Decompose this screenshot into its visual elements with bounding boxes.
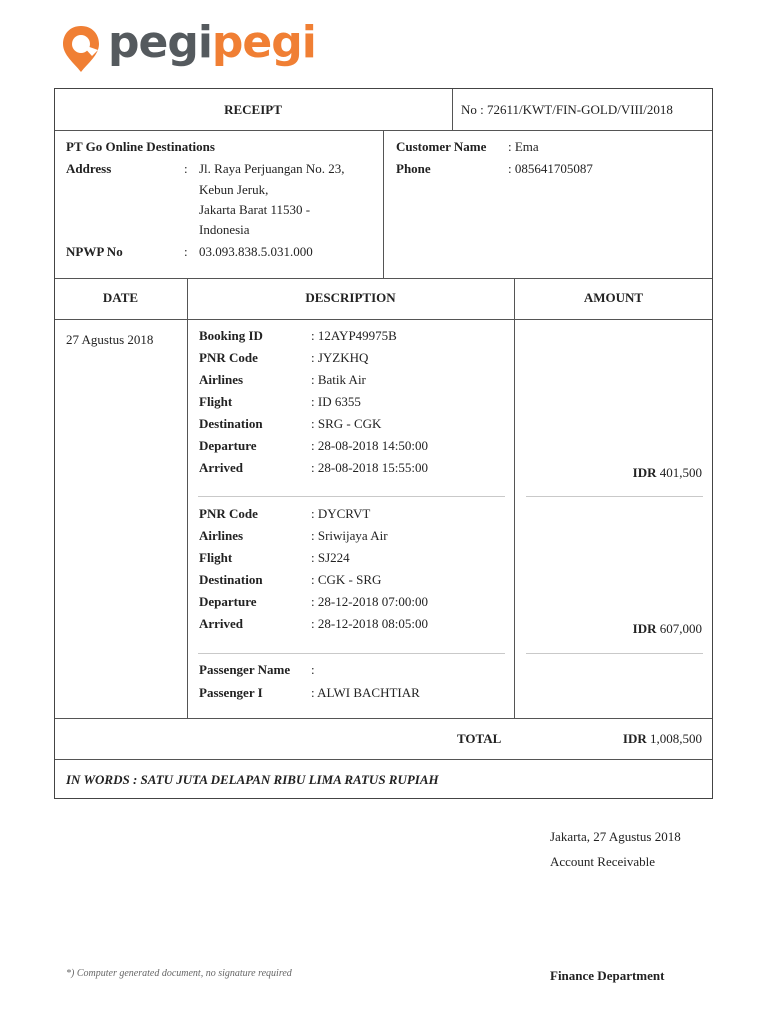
detail-label: Destination <box>199 572 263 587</box>
npwp-sep: : <box>184 244 188 259</box>
company-name: PT Go Online Destinations <box>66 139 215 154</box>
brand-part1: pegi <box>108 17 212 68</box>
divider <box>55 319 712 320</box>
detail-label: Flight <box>199 394 233 409</box>
detail-label: Airlines <box>199 528 244 543</box>
amount-in-words: IN WORDS : SATU JUTA DELAPAN RIBU LIMA RATUS RUPIAH <box>66 772 439 787</box>
currency: IDR <box>632 621 657 636</box>
department: Finance Department <box>550 968 665 983</box>
currency: IDR <box>632 465 657 480</box>
divider <box>55 759 712 760</box>
separator <box>198 496 505 497</box>
transaction-date: 27 Agustus 2018 <box>66 332 154 347</box>
divider <box>514 278 515 718</box>
separator <box>198 653 505 654</box>
pegipegi-logo <box>62 17 322 74</box>
divider <box>383 130 384 278</box>
address-line: Jl. Raya Perjuangan No. 23, <box>199 161 345 176</box>
detail-value: : 12AYP49975B <box>311 328 397 343</box>
address-line: Kebun Jeruk, <box>199 182 269 197</box>
npwp-label: NPWP No <box>66 244 123 259</box>
address-line: Jakarta Barat 11530 - <box>199 202 311 217</box>
customer-name: : Ema <box>508 139 539 154</box>
separator <box>526 496 703 497</box>
column-header-description: DESCRIPTION <box>305 290 396 305</box>
place-date: Jakarta, 27 Agustus 2018 <box>550 829 681 844</box>
customer-name-label: Customer Name <box>396 139 487 154</box>
disclaimer-note: *) Computer generated document, no signature required <box>66 968 292 979</box>
npwp-value: 03.093.838.5.031.000 <box>199 244 313 259</box>
flight2-amount <box>633 621 702 637</box>
detail-value: : SRG - CGK <box>311 416 382 431</box>
detail-value: : 28-12-2018 07:00:00 <box>311 594 428 609</box>
detail-value: : 28-08-2018 14:50:00 <box>311 438 428 453</box>
currency: IDR <box>622 731 647 746</box>
detail-label: Booking ID <box>199 328 263 343</box>
total-amount <box>623 731 702 747</box>
detail-value: : Sriwijaya Air <box>311 528 388 543</box>
passenger-label: Passenger I <box>199 685 263 700</box>
detail-value: : DYCRVT <box>311 506 371 521</box>
detail-value: : CGK - SRG <box>311 572 382 587</box>
brand-name <box>108 18 316 68</box>
column-header-date: DATE <box>102 290 139 305</box>
address-label: Address <box>66 161 112 176</box>
detail-label: Departure <box>199 438 257 453</box>
amount-value: 401,500 <box>659 465 702 480</box>
separator <box>526 653 703 654</box>
receipt-number: No : 72611/KWT/FIN-GOLD/VIII/2018 <box>461 102 673 117</box>
divider <box>55 718 712 719</box>
divider <box>187 278 188 718</box>
detail-label: Departure <box>199 594 257 609</box>
address-line: Indonesia <box>199 222 250 237</box>
passenger-label: Passenger Name <box>199 662 291 677</box>
detail-label: PNR Code <box>199 506 258 521</box>
flight1-amount <box>633 465 702 481</box>
amount-value: 1,008,500 <box>650 731 702 746</box>
customer-phone-label: Phone <box>396 161 431 176</box>
location-pin-icon <box>62 24 106 74</box>
detail-value: : JYZKHQ <box>311 350 369 365</box>
passenger-value: : ALWI BACHTIAR <box>311 685 420 700</box>
amount-value: 607,000 <box>659 621 702 636</box>
address-sep: : <box>184 161 188 176</box>
detail-label: Airlines <box>199 372 244 387</box>
detail-label: Destination <box>199 416 263 431</box>
detail-value: : ID 6355 <box>311 394 361 409</box>
signatory-role: Account Receivable <box>550 854 656 869</box>
passenger-value: : <box>311 662 315 677</box>
customer-phone: : 085641705087 <box>508 161 593 176</box>
brand-part2: pegi <box>211 17 316 68</box>
column-header-amount: AMOUNT <box>583 290 644 305</box>
detail-value: : Batik Air <box>311 372 366 387</box>
divider <box>452 89 453 130</box>
detail-value: : SJ224 <box>311 550 350 565</box>
detail-label: Flight <box>199 550 233 565</box>
divider <box>55 278 712 279</box>
detail-label: Arrived <box>199 616 244 631</box>
detail-value: : 28-08-2018 15:55:00 <box>311 460 428 475</box>
total-label: TOTAL <box>457 731 502 746</box>
detail-label: Arrived <box>199 460 244 475</box>
detail-label: PNR Code <box>199 350 258 365</box>
receipt-title: RECEIPT <box>224 102 282 117</box>
detail-value: : 28-12-2018 08:05:00 <box>311 616 428 631</box>
